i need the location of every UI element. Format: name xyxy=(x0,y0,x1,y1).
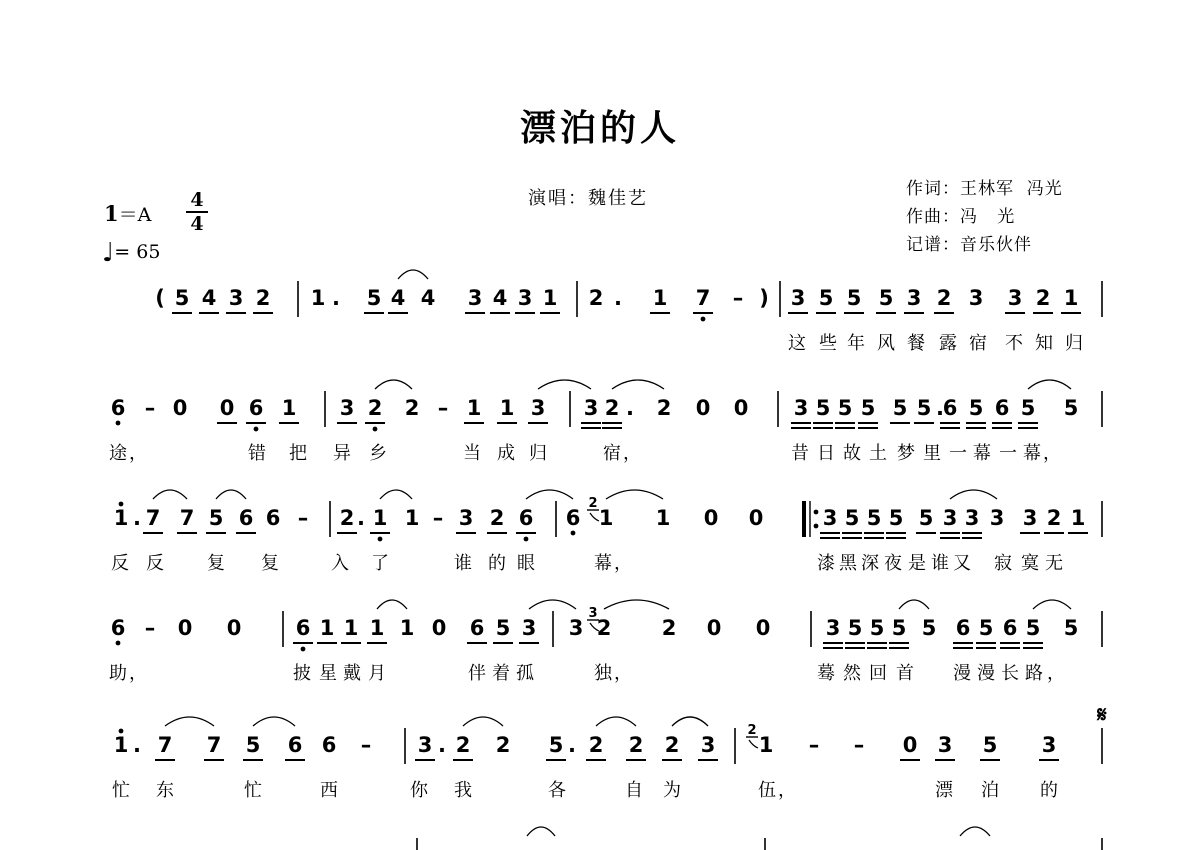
note: 5 xyxy=(818,286,834,310)
note: . xyxy=(626,396,634,420)
lyric-char: 幕 xyxy=(1023,443,1041,464)
note: – xyxy=(808,733,820,757)
note: 3 xyxy=(937,733,953,757)
note: 0 xyxy=(748,506,764,530)
lyric-char: 宿 xyxy=(969,333,987,354)
song-title: 漂泊的人 xyxy=(519,107,680,149)
note: 6 xyxy=(518,506,534,530)
key-degree: 1 xyxy=(104,201,119,226)
lyric-char: 自 xyxy=(625,780,643,801)
note: 3 xyxy=(822,506,838,530)
note: 3 xyxy=(228,286,244,310)
lyric-char: 夜 xyxy=(884,553,902,574)
note: – xyxy=(432,506,444,530)
note: 6 xyxy=(1002,616,1018,640)
note: 2 xyxy=(339,506,355,530)
note: 1 xyxy=(113,733,129,757)
lyric-char: 幕 xyxy=(973,443,991,464)
quarter-note-icon: ♩ xyxy=(102,238,115,268)
note: 1 xyxy=(542,286,558,310)
note: 3 xyxy=(790,286,806,310)
lyric-char: 忙 xyxy=(244,780,262,801)
lyric-char: 眼 xyxy=(517,553,535,574)
note: 5 xyxy=(366,286,382,310)
note: 2 xyxy=(455,733,471,757)
lyric-char: 当 xyxy=(463,443,481,464)
note: 3 xyxy=(825,616,841,640)
note: 1 xyxy=(652,286,668,310)
note: 5 xyxy=(815,396,831,420)
lyric-char: 寞 xyxy=(1021,553,1039,574)
note: 5 xyxy=(844,506,860,530)
lyric-char: 露 xyxy=(939,333,957,354)
note: 0 xyxy=(172,396,188,420)
note: 7 xyxy=(206,733,222,757)
note: 1 xyxy=(1063,286,1079,310)
note: 5 xyxy=(1063,616,1079,640)
lyric-char: 谁 xyxy=(454,553,472,574)
lyric-char: 回 xyxy=(869,663,887,684)
lyric-char: 途 xyxy=(109,443,127,464)
note: 5 xyxy=(869,616,885,640)
lyric-char: 这 xyxy=(788,333,806,354)
note: 2 xyxy=(495,733,511,757)
lyric-char: 然 xyxy=(843,663,861,684)
grace-slur xyxy=(749,740,758,748)
lyric-char: 故 xyxy=(843,443,861,464)
note: . xyxy=(357,506,365,530)
lyric-char: ， xyxy=(614,553,632,574)
lyric-char: 反 xyxy=(146,553,164,574)
note: 5 xyxy=(837,396,853,420)
lyric-char: 蓦 xyxy=(817,663,835,684)
lyric-char: 知 xyxy=(1035,333,1053,354)
lyric-char: 风 xyxy=(877,333,895,354)
note: 2 xyxy=(936,286,952,310)
note: 1 xyxy=(598,506,614,530)
slur xyxy=(606,490,663,499)
note: 0 xyxy=(703,506,719,530)
note: – xyxy=(297,506,309,530)
note: – xyxy=(732,286,744,310)
lyric-char: 戴 xyxy=(343,663,361,684)
note: – xyxy=(853,733,865,757)
lyric-char: 漫 xyxy=(953,663,971,684)
lyric-char: 月 xyxy=(368,663,386,684)
lyric-char: 里 xyxy=(923,443,941,464)
slur xyxy=(165,717,214,726)
key-name: ＝A xyxy=(118,204,152,226)
note: 6 xyxy=(295,616,311,640)
lyric-char: 归 xyxy=(529,443,547,464)
lyric-char: ， xyxy=(1043,443,1061,464)
lyric-char: 孤 xyxy=(516,663,534,684)
note: . xyxy=(614,286,622,310)
lyric-char: ， xyxy=(778,780,796,801)
note: 5 xyxy=(174,286,190,310)
note: 5 xyxy=(1020,396,1036,420)
note: 1 xyxy=(499,396,515,420)
slur xyxy=(596,717,636,726)
note: 6 xyxy=(287,733,303,757)
lyric-char: 深 xyxy=(861,553,879,574)
note: 3 xyxy=(467,286,483,310)
slur xyxy=(375,380,412,389)
lyric-char: 餐 xyxy=(907,333,925,354)
repeat-dot xyxy=(814,510,819,515)
note: 0 xyxy=(226,616,242,640)
note: 3 xyxy=(942,506,958,530)
note: 0 xyxy=(755,616,771,640)
lyric-char: 我 xyxy=(454,780,472,801)
time-signature-bottom: 4 xyxy=(190,213,204,235)
note: 6 xyxy=(110,616,126,640)
note: 2 xyxy=(367,396,383,420)
lyric-char: 东 xyxy=(156,780,174,801)
lyric-char: 了 xyxy=(371,553,389,574)
note: 1 xyxy=(310,286,326,310)
note: – xyxy=(144,616,156,640)
lyric-char: 伍 xyxy=(758,780,776,801)
slur xyxy=(604,600,669,609)
slur xyxy=(672,717,708,726)
note: 1 xyxy=(319,616,335,640)
lyric-char: 漫 xyxy=(977,663,995,684)
note: 7 xyxy=(157,733,173,757)
note: 2 xyxy=(1035,286,1051,310)
note: 5 xyxy=(921,616,937,640)
note: 1 xyxy=(1070,506,1086,530)
note: 5 xyxy=(495,616,511,640)
lyric-char: 长 xyxy=(1001,663,1019,684)
note: 0 xyxy=(695,396,711,420)
lyric-char: 年 xyxy=(847,333,865,354)
note: 2 xyxy=(404,396,420,420)
segno-icon: 𝄋 xyxy=(1097,703,1107,728)
note: 2 xyxy=(596,616,612,640)
lyric-char: 黑 xyxy=(839,553,857,574)
note: 3 xyxy=(700,733,716,757)
note: 1 xyxy=(399,616,415,640)
lyric-char: 梦 xyxy=(897,443,915,464)
note: – xyxy=(144,396,156,420)
lyric-char: 漂 xyxy=(935,780,953,801)
lyric-char: 无 xyxy=(1045,553,1063,574)
repeat-dot xyxy=(814,524,819,529)
slur xyxy=(253,717,295,726)
note: 3 xyxy=(1041,733,1057,757)
note: 2 xyxy=(664,733,680,757)
lyric-char: 寂 xyxy=(994,553,1012,574)
note: 1 xyxy=(281,396,297,420)
note: . xyxy=(438,733,446,757)
note: 3 xyxy=(1007,286,1023,310)
note: 4 xyxy=(420,286,436,310)
note: 4 xyxy=(201,286,217,310)
lyric-char: 日 xyxy=(817,443,835,464)
lyric-char: 伴 xyxy=(468,663,486,684)
lyric-char: 谁 xyxy=(931,553,949,574)
note: 0 xyxy=(177,616,193,640)
note: 3 xyxy=(517,286,533,310)
lyric-char: 些 xyxy=(819,333,837,354)
note: 2 xyxy=(661,616,677,640)
lyric-char: 复 xyxy=(207,553,225,574)
note: 6 xyxy=(565,506,581,530)
lyric-char: 星 xyxy=(319,663,337,684)
slur xyxy=(899,600,929,609)
note: 6 xyxy=(994,396,1010,420)
singer-credit: 演唱：魏佳艺 xyxy=(528,188,648,209)
note: 1 xyxy=(343,616,359,640)
note: 5 xyxy=(208,506,224,530)
lyric-char: 一 xyxy=(949,443,967,464)
lyric-char: 独 xyxy=(594,663,612,684)
slur xyxy=(1033,600,1071,609)
slur xyxy=(529,600,576,609)
lyric-char: 为 xyxy=(663,780,681,801)
lyric-char: 助 xyxy=(109,663,127,684)
lyric-char: 入 xyxy=(331,553,349,574)
slur xyxy=(526,490,573,499)
note: 5 xyxy=(916,396,932,420)
note: 5 xyxy=(1063,396,1079,420)
grace-note: 2 xyxy=(588,496,598,511)
octave-down-dot xyxy=(378,537,383,542)
lyric-char: 泊 xyxy=(981,780,999,801)
octave-down-dot xyxy=(524,537,529,542)
note: 5 xyxy=(891,616,907,640)
time-signature-top: 4 xyxy=(190,189,204,211)
lyric-char: 西 xyxy=(320,780,338,801)
note: 2 xyxy=(628,733,644,757)
grace-note: 2 xyxy=(747,723,757,738)
note: 5 xyxy=(548,733,564,757)
octave-down-dot xyxy=(116,421,121,426)
slur xyxy=(377,600,407,609)
slur xyxy=(398,270,428,279)
lyric-char: 把 xyxy=(289,443,307,464)
note: 6 xyxy=(321,733,337,757)
composer-credit: 作曲：冯 光 xyxy=(906,207,1016,227)
note: 0 xyxy=(219,396,235,420)
note: 3 xyxy=(964,506,980,530)
lyric-char: 土 xyxy=(869,443,887,464)
note: 6 xyxy=(469,616,485,640)
lyric-char: 的 xyxy=(488,553,506,574)
note: 2 xyxy=(604,396,620,420)
lyric-char: 成 xyxy=(497,443,515,464)
octave-down-dot xyxy=(116,641,121,646)
lyric-char: ， xyxy=(623,443,641,464)
note: 7 xyxy=(145,506,161,530)
octave-up-dot xyxy=(119,729,124,734)
note: 1 xyxy=(466,396,482,420)
note: 0 xyxy=(431,616,447,640)
note: 0 xyxy=(733,396,749,420)
lyric-char: 幕 xyxy=(594,553,612,574)
grace-slur xyxy=(590,513,599,521)
slur xyxy=(950,490,997,499)
note: 5 xyxy=(918,506,934,530)
note: 3 xyxy=(583,396,599,420)
note: 6 xyxy=(942,396,958,420)
note: 1 xyxy=(404,506,420,530)
note: 5 xyxy=(846,286,862,310)
slur xyxy=(216,490,246,499)
lyric-char: ， xyxy=(1047,663,1065,684)
note: 5 xyxy=(888,506,904,530)
note: – xyxy=(437,396,449,420)
note: 5 xyxy=(892,396,908,420)
note: ) xyxy=(759,286,769,310)
slur xyxy=(960,827,990,836)
lyric-char: 披 xyxy=(293,663,311,684)
note: 1 xyxy=(369,616,385,640)
note: 3 xyxy=(530,396,546,420)
note: 2 xyxy=(255,286,271,310)
note: ( xyxy=(155,286,165,310)
note: 3 xyxy=(989,506,1005,530)
note: 6 xyxy=(110,396,126,420)
note: 1 xyxy=(372,506,388,530)
note: 3 xyxy=(1022,506,1038,530)
octave-down-dot xyxy=(254,427,259,432)
lyricist-credit: 作词：王林军 冯光 xyxy=(906,179,1063,199)
lyric-char: 各 xyxy=(548,780,566,801)
lyric-char: ， xyxy=(129,663,147,684)
note: 5 xyxy=(860,396,876,420)
octave-down-dot xyxy=(701,317,706,322)
note: 5 xyxy=(978,616,994,640)
octave-down-dot xyxy=(571,531,576,536)
lyric-char: ， xyxy=(129,443,147,464)
note: 7 xyxy=(695,286,711,310)
note: 6 xyxy=(265,506,281,530)
lyric-char: 反 xyxy=(111,553,129,574)
lyric-char: 复 xyxy=(261,553,279,574)
lyric-char: 路 xyxy=(1025,663,1043,684)
note: 0 xyxy=(902,733,918,757)
slur xyxy=(463,717,503,726)
note: . xyxy=(133,733,141,757)
note: 4 xyxy=(390,286,406,310)
lyric-char: 异 xyxy=(333,443,351,464)
note: 2 xyxy=(588,286,604,310)
lyric-char: 错 xyxy=(248,443,266,464)
note: 7 xyxy=(179,506,195,530)
lyric-char: 宿 xyxy=(603,443,621,464)
lyric-char: ， xyxy=(614,663,632,684)
note: 5 xyxy=(968,396,984,420)
note: 1 xyxy=(655,506,671,530)
note: 5 xyxy=(982,733,998,757)
lyric-char: 首 xyxy=(896,663,914,684)
note: 6 xyxy=(955,616,971,640)
note: . xyxy=(936,396,944,420)
note: 0 xyxy=(706,616,722,640)
note: 3 xyxy=(458,506,474,530)
note: 3 xyxy=(521,616,537,640)
lyric-char: 的 xyxy=(1040,780,1058,801)
note: 4 xyxy=(492,286,508,310)
lyric-char: 昔 xyxy=(791,443,809,464)
octave-down-dot xyxy=(373,427,378,432)
slur xyxy=(380,490,412,499)
lyric-char: 着 xyxy=(492,663,510,684)
note: 3 xyxy=(568,616,584,640)
tempo-value: = 65 xyxy=(114,241,161,263)
note: 1 xyxy=(758,733,774,757)
note: . xyxy=(133,506,141,530)
note: 2 xyxy=(1046,506,1062,530)
note: 3 xyxy=(339,396,355,420)
note: 1 xyxy=(113,506,129,530)
note: 5 xyxy=(866,506,882,530)
lyric-char: 又 xyxy=(953,553,971,574)
lyric-char: 一 xyxy=(999,443,1017,464)
note: 5 xyxy=(847,616,863,640)
octave-up-dot xyxy=(119,502,124,507)
note: 3 xyxy=(906,286,922,310)
note: 3 xyxy=(968,286,984,310)
slur xyxy=(153,490,187,499)
note: 5 xyxy=(878,286,894,310)
transcriber-credit: 记谱：音乐伙伴 xyxy=(906,235,1032,255)
note: 3 xyxy=(417,733,433,757)
lyric-char: 是 xyxy=(908,553,926,574)
note: 6 xyxy=(238,506,254,530)
slur xyxy=(1028,380,1071,389)
slur xyxy=(527,827,555,836)
lyric-char: 你 xyxy=(410,780,428,801)
slur xyxy=(538,380,591,389)
lyric-char: 漆 xyxy=(817,553,835,574)
note: 5 xyxy=(1025,616,1041,640)
note: 2 xyxy=(656,396,672,420)
note: 3 xyxy=(793,396,809,420)
note: 2 xyxy=(489,506,505,530)
lyric-char: 忙 xyxy=(112,780,130,801)
note: . xyxy=(568,733,576,757)
note: . xyxy=(332,286,340,310)
lyric-char: 乡 xyxy=(369,443,387,464)
note: – xyxy=(360,733,372,757)
lyric-char: 不 xyxy=(1005,333,1023,354)
slur xyxy=(612,380,664,389)
octave-down-dot xyxy=(301,647,306,652)
note: 6 xyxy=(248,396,264,420)
lyric-char: 归 xyxy=(1065,333,1083,354)
note: 5 xyxy=(245,733,261,757)
grace-note: 3 xyxy=(588,606,598,621)
note: 2 xyxy=(588,733,604,757)
